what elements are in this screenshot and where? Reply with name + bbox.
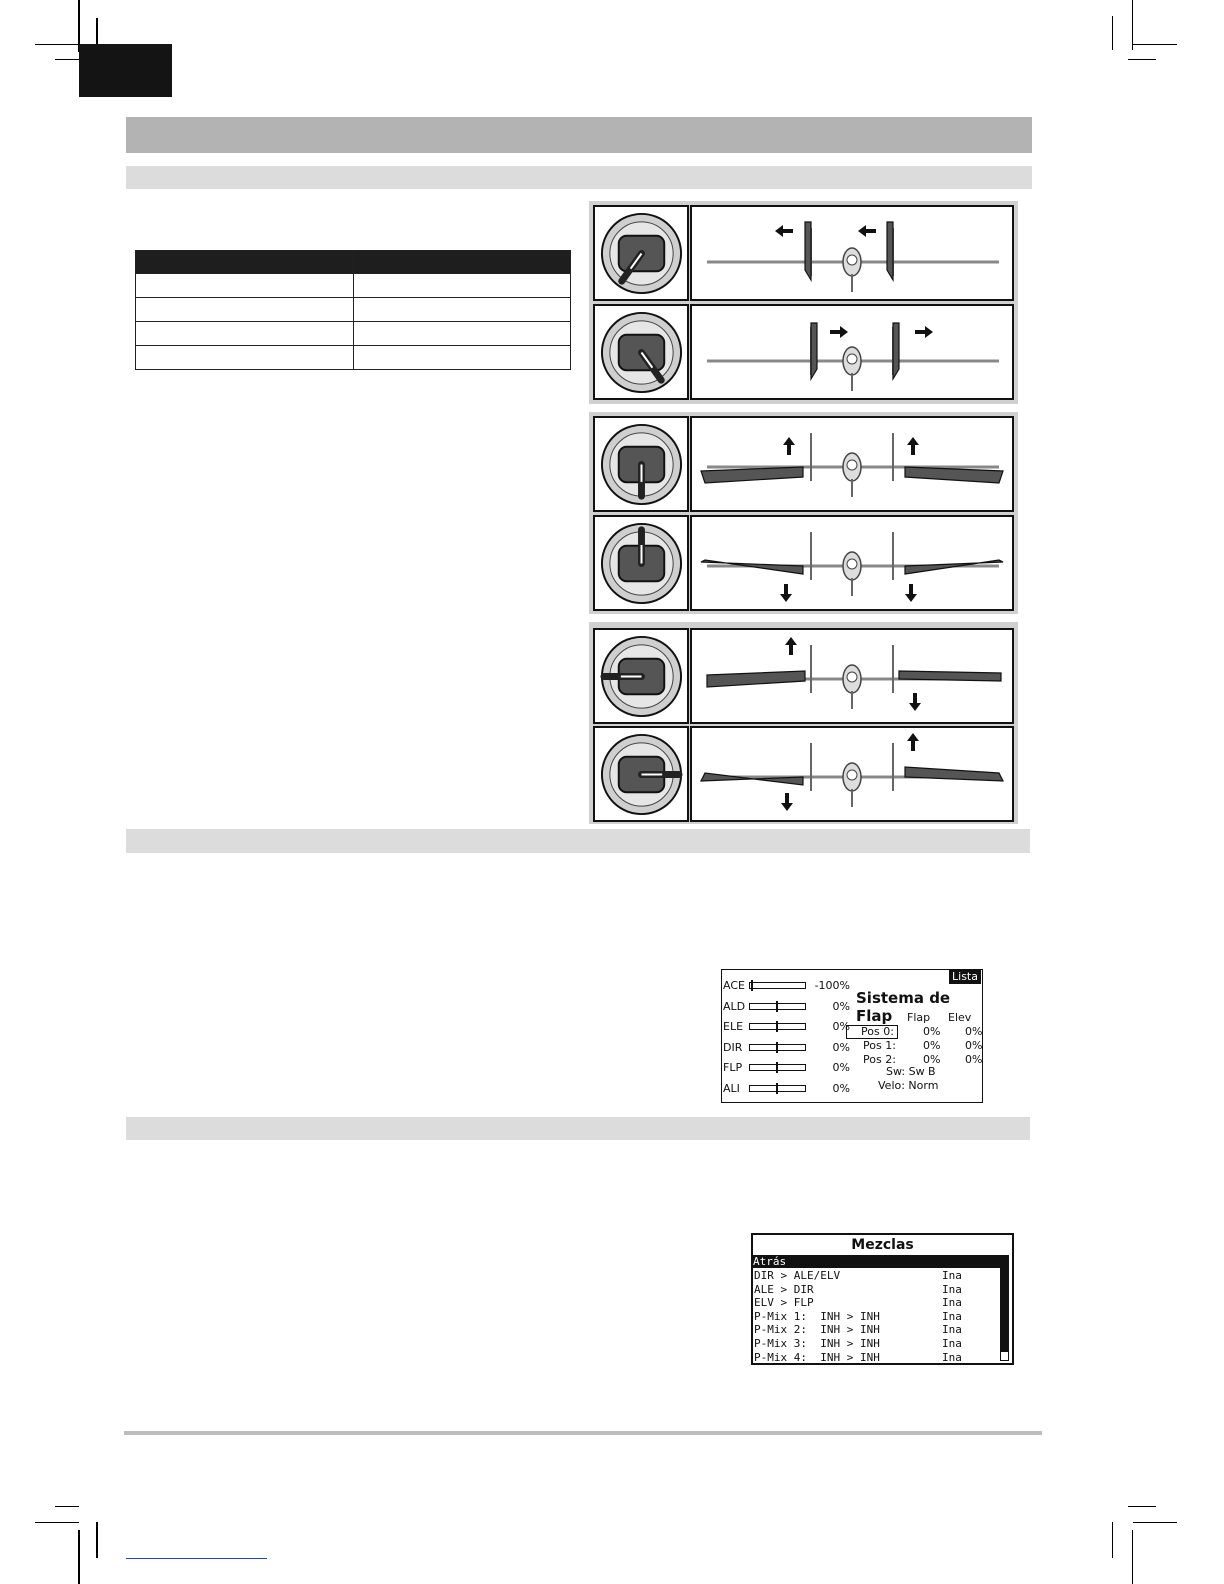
airplane-control-surface-icon <box>690 628 1014 724</box>
channel-bar <box>749 1085 806 1092</box>
arrow-icon <box>915 326 933 338</box>
mix-status: Ina <box>942 1296 962 1310</box>
crop-mark <box>1133 44 1177 45</box>
stick-diagram-icon <box>593 628 689 724</box>
channel-label: ACE <box>723 979 745 992</box>
propeller-hub <box>847 559 857 569</box>
flap-position-elev-value[interactable]: 0% <box>965 1039 983 1052</box>
channel-value: 0% <box>832 999 850 1013</box>
flap-position-flap-value[interactable]: 0% <box>923 1039 941 1052</box>
table-header-row <box>136 251 571 274</box>
control-surface <box>905 467 1003 483</box>
flap-position-label[interactable]: Pos 1: <box>863 1039 896 1052</box>
arrow-icon <box>907 437 919 455</box>
airplane-control-surface-icon <box>690 304 1014 400</box>
crop-mark <box>96 1522 98 1558</box>
footer-link-underline[interactable] <box>126 1558 267 1559</box>
column-header-flap: Flap <box>907 1011 931 1024</box>
table-row <box>136 274 571 298</box>
channel-label: ALI <box>723 1081 740 1095</box>
airplane-control-surface-icon <box>690 515 1014 611</box>
channel-marker <box>776 1083 778 1094</box>
control-surface <box>899 671 1001 681</box>
control-surface <box>701 467 803 483</box>
flap-position-elev-value[interactable]: 0% <box>965 1053 983 1066</box>
crop-mark <box>55 59 79 60</box>
screen-title: Sistema de Flap <box>856 989 951 1025</box>
mix-status: Ina <box>942 1282 962 1296</box>
flap-position-flap-value[interactable]: 0% <box>923 1025 941 1038</box>
channel-row <box>722 1020 850 1034</box>
propeller-hub <box>847 770 857 780</box>
switch-setting[interactable]: Sw: Sw B <box>886 1065 936 1078</box>
stick-diagram-icon <box>593 304 689 400</box>
airplane-control-surface-icon <box>690 726 1014 822</box>
channel-label: DIR <box>723 1040 743 1054</box>
channel-row <box>722 1041 850 1055</box>
propeller-hub <box>847 354 857 364</box>
flap-position-flap-value[interactable]: 0% <box>923 1053 941 1066</box>
channel-bar <box>749 1003 806 1010</box>
channel-marker <box>776 1062 778 1073</box>
channel-bar <box>749 1044 806 1051</box>
channel-value: 0% <box>832 1061 850 1074</box>
language-tab <box>79 44 172 97</box>
crop-mark <box>1112 1522 1113 1558</box>
channel-bar <box>749 1064 806 1071</box>
reference-table <box>135 250 571 370</box>
arrow-icon <box>858 225 876 237</box>
section-band-mixes <box>126 1117 1030 1140</box>
crop-mark <box>1133 1522 1177 1523</box>
mix-status: Ina <box>942 1337 962 1350</box>
channel-marker <box>776 1042 778 1053</box>
channel-value: 0% <box>832 1040 850 1054</box>
mix-item[interactable]: P-Mix 4: INH > INH <box>754 1350 880 1364</box>
crop-mark <box>1132 1530 1133 1584</box>
crop-mark <box>1112 16 1113 50</box>
channel-value: 0% <box>832 1020 850 1033</box>
channel-value: -100% <box>814 979 850 992</box>
channel-marker <box>776 1001 778 1012</box>
back-item[interactable]: Atrás <box>753 1255 1000 1268</box>
arrow-icon <box>907 733 919 751</box>
control-surface <box>893 323 899 379</box>
footer-rule <box>124 1431 1042 1435</box>
table-row <box>136 346 571 370</box>
crop-mark <box>35 1522 79 1523</box>
arrow-icon <box>783 437 795 455</box>
mixes-screen <box>751 1233 1014 1365</box>
stick-diagram-icon <box>593 416 689 512</box>
crop-mark <box>1132 0 1133 50</box>
stick-diagram-icon <box>593 726 689 822</box>
arrow-icon <box>905 584 917 602</box>
control-surface <box>887 222 893 280</box>
mix-status: Ina <box>942 1350 962 1364</box>
arrow-icon <box>780 584 792 602</box>
crop-mark <box>1128 59 1156 60</box>
arrow-icon <box>781 793 793 811</box>
scrollbar-thumb[interactable] <box>1001 1352 1008 1360</box>
page-header-band <box>126 117 1032 153</box>
airplane-control-surface-icon <box>690 205 1014 301</box>
channel-row <box>722 1000 850 1014</box>
channel-label: FLP <box>723 1061 743 1074</box>
channel-label: ELE <box>723 1020 744 1033</box>
crop-mark <box>1128 1506 1156 1507</box>
channel-row <box>722 979 850 993</box>
propeller-hub <box>847 255 857 265</box>
control-surface <box>805 222 811 280</box>
channel-bar <box>749 1023 806 1030</box>
arrow-icon <box>775 225 793 237</box>
speed-setting[interactable]: Velo: Norm <box>878 1079 939 1092</box>
mix-status: Ina <box>942 1269 962 1282</box>
mix-item[interactable]: ELV > FLP <box>754 1296 814 1310</box>
channel-marker <box>751 980 753 991</box>
section-band-flaps <box>126 829 1030 853</box>
mix-item[interactable]: P-Mix 3: INH > INH <box>754 1337 880 1350</box>
channel-bar <box>749 982 806 989</box>
control-surface <box>811 323 817 379</box>
flap-position-label[interactable]: Pos 2: <box>863 1053 896 1066</box>
table-row <box>136 298 571 322</box>
mix-item[interactable]: DIR > ALE/ELV <box>754 1269 841 1282</box>
arrow-icon <box>785 637 797 655</box>
mix-status: Ina <box>942 1309 962 1323</box>
channel-row <box>722 1061 850 1075</box>
crop-mark <box>78 1530 80 1584</box>
crop-mark <box>55 1506 79 1507</box>
flap-system-screen <box>721 969 983 1103</box>
control-surface <box>707 671 805 687</box>
propeller-hub <box>847 460 857 470</box>
column-header-elev: Elev <box>948 1011 972 1024</box>
mix-status: Ina <box>942 1323 962 1337</box>
list-button[interactable]: Lista <box>949 970 981 984</box>
control-surface <box>905 767 1003 781</box>
mix-item[interactable]: P-Mix 2: INH > INH <box>754 1323 880 1337</box>
table-row <box>136 322 571 346</box>
channel-row <box>722 1082 850 1096</box>
channel-marker <box>776 1021 778 1032</box>
mix-item[interactable]: P-Mix 1: INH > INH <box>754 1309 880 1323</box>
stick-diagram-icon <box>593 205 689 301</box>
flap-position-elev-value[interactable]: 0% <box>965 1025 983 1038</box>
arrow-icon <box>830 326 848 338</box>
stick-diagram-icon <box>593 515 689 611</box>
arrow-icon <box>909 693 921 711</box>
channel-label: ALD <box>723 999 746 1013</box>
mix-item[interactable]: ALE > DIR <box>754 1282 814 1296</box>
screen-title: Mezclas <box>851 1237 914 1253</box>
scrollbar[interactable] <box>1000 1255 1009 1361</box>
airplane-control-surface-icon <box>690 416 1014 512</box>
section-band-control-test <box>126 166 1032 189</box>
channel-value: 0% <box>832 1081 850 1095</box>
crop-mark <box>35 44 79 45</box>
propeller-hub <box>847 672 857 682</box>
control-surface <box>701 773 803 785</box>
flap-position-label[interactable]: Pos 0: <box>846 1025 898 1039</box>
